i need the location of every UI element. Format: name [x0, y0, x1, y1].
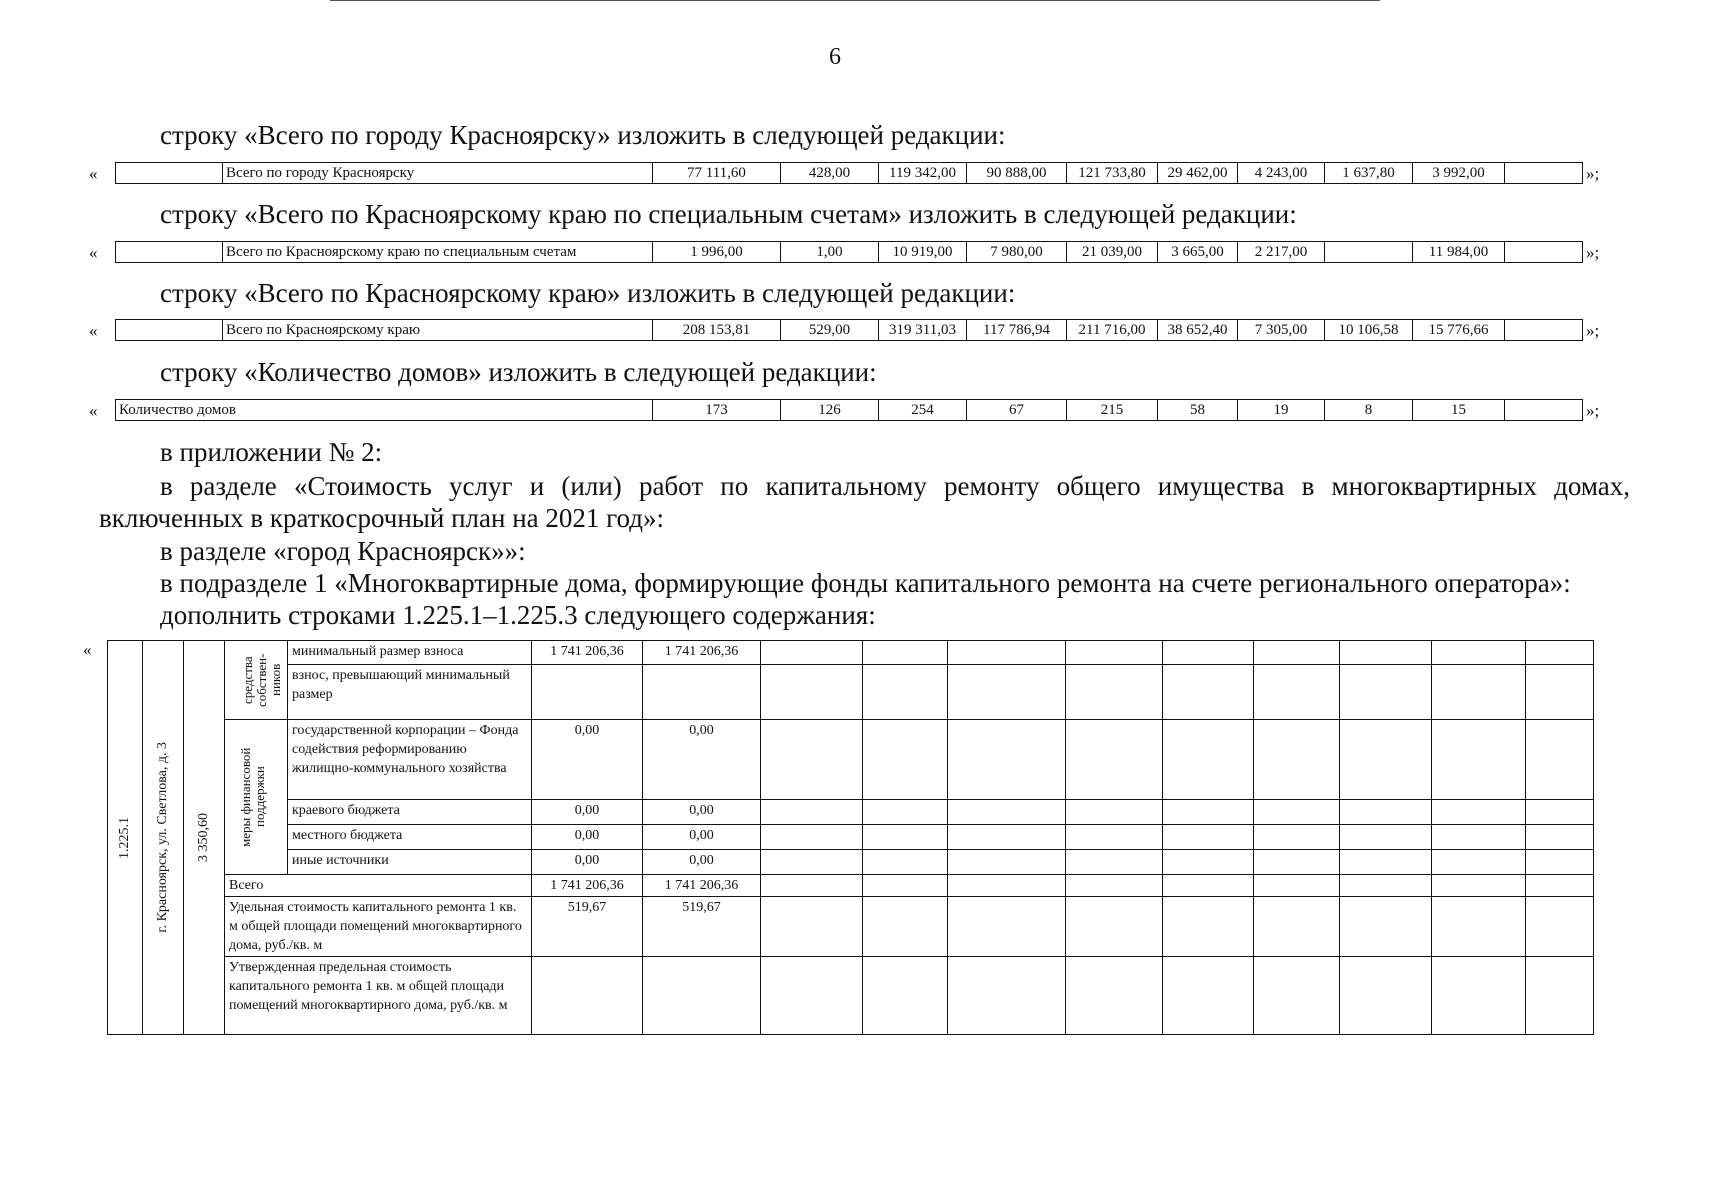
row-special-accounts: [115, 241, 1583, 263]
empty-cell: [761, 957, 863, 1035]
value-cell: 428,00: [781, 163, 879, 184]
unit-cost-label-cell: Удельная стоимость капитального ремонта 1 кв. м общей площади помещений многоквартирного дома, руб./кв. м: [225, 897, 532, 957]
value-cell: [1505, 163, 1583, 184]
value-cell: 8: [1325, 400, 1413, 421]
row-region-total: [115, 319, 1583, 341]
area-cell: [184, 641, 225, 1035]
empty-cell: [1066, 897, 1163, 957]
address: г. Красноярск, ул. Светлова, д. 3: [155, 742, 170, 933]
empty-cell: [863, 825, 948, 850]
empty-cell: [761, 897, 863, 957]
label-cell: краевого бюджета: [288, 800, 532, 825]
label-cell: местного бюджета: [288, 825, 532, 850]
empty-cell: [1254, 897, 1340, 957]
empty-cell: [1163, 850, 1254, 875]
value-cell: 126: [781, 400, 879, 421]
value-cell: 15 776,66: [1413, 320, 1505, 341]
empty-cell: [1526, 800, 1594, 825]
value-cell: 319 311,03: [879, 320, 967, 341]
empty-cell: [948, 641, 1066, 665]
value-cell: 519,67: [532, 897, 643, 957]
empty-cell: [1163, 665, 1254, 720]
blank-cell: [116, 320, 223, 341]
value-cell: 10 106,58: [1325, 320, 1413, 341]
value-cell: 3 665,00: [1158, 242, 1238, 263]
total-label-cell: Всего: [225, 875, 532, 897]
empty-cell: [863, 897, 948, 957]
empty-cell: [1163, 641, 1254, 665]
empty-cell: [1254, 800, 1340, 825]
value-cell: 0,00: [532, 825, 643, 850]
value-cell: 0,00: [532, 850, 643, 875]
empty-cell: [1340, 720, 1432, 800]
row-city-total: [115, 162, 1583, 184]
empty-cell: [1163, 875, 1254, 897]
empty-cell: [1066, 850, 1163, 875]
row-label: Всего по Красноярскому краю: [223, 320, 653, 341]
value-cell: 2 217,00: [1238, 242, 1325, 263]
label-cell: иные источники: [288, 850, 532, 875]
value-cell: 7 980,00: [967, 242, 1067, 263]
empty-cell: [1340, 957, 1432, 1035]
row-label: Количество домов: [116, 400, 653, 421]
empty-cell: [1432, 720, 1526, 800]
value-cell: 529,00: [781, 320, 879, 341]
empty-cell: [761, 641, 863, 665]
empty-cell: [1526, 720, 1594, 800]
value-cell: [643, 665, 761, 720]
empty-cell: [948, 957, 1066, 1035]
quote-open: «: [89, 164, 98, 183]
empty-cell: [863, 875, 948, 897]
empty-cell: [1526, 957, 1594, 1035]
empty-cell: [1340, 641, 1432, 665]
value-cell: 0,00: [532, 720, 643, 800]
empty-cell: [1340, 665, 1432, 720]
empty-cell: [1066, 665, 1163, 720]
empty-cell: [1526, 641, 1594, 665]
empty-cell: [1340, 897, 1432, 957]
empty-cell: [948, 875, 1066, 897]
empty-cell: [948, 665, 1066, 720]
value-cell: 15: [1413, 400, 1505, 421]
empty-cell: [863, 957, 948, 1035]
empty-cell: [1066, 641, 1163, 665]
empty-cell: [863, 641, 948, 665]
empty-cell: [1432, 957, 1526, 1035]
empty-cell: [1432, 665, 1526, 720]
empty-cell: [761, 825, 863, 850]
section-intro-city-total: строку «Всего по городу Красноярску» изложить в следующей редакции:: [160, 120, 1006, 150]
row-house-count: [115, 399, 1583, 421]
value-cell: [532, 957, 643, 1035]
value-cell: 3 992,00: [1413, 163, 1505, 184]
value-cell: [1325, 242, 1413, 263]
value-cell: 21 039,00: [1067, 242, 1158, 263]
quote-open: «: [83, 640, 92, 659]
empty-cell: [1254, 720, 1340, 800]
empty-cell: [948, 850, 1066, 875]
support-group-label: меры финансовой поддержки: [238, 747, 267, 847]
label-cell: взнос, превышающий минимальный размер: [288, 665, 532, 720]
value-cell: 0,00: [643, 800, 761, 825]
empty-cell: [1163, 800, 1254, 825]
empty-cell: [1432, 800, 1526, 825]
value-cell: 211 716,00: [1067, 320, 1158, 341]
empty-cell: [1254, 665, 1340, 720]
value-cell: 1,00: [781, 242, 879, 263]
value-cell: 7 305,00: [1238, 320, 1325, 341]
quote-close: »;: [1586, 401, 1600, 420]
quote-open: «: [89, 321, 98, 340]
section-cost-line-cont: включенных в краткосрочный план на 2021 год»:: [99, 503, 665, 533]
value-cell: 0,00: [643, 850, 761, 875]
label-cell: государственной корпорации – Фонда содействия реформированию жилищно-коммунального хозяйства: [288, 720, 532, 800]
empty-cell: [761, 850, 863, 875]
row-number: 1.225.1: [117, 816, 132, 859]
empty-cell: [1066, 825, 1163, 850]
empty-cell: [1526, 850, 1594, 875]
value-cell: 1 741 206,36: [643, 641, 761, 665]
empty-cell: [1340, 875, 1432, 897]
value-cell: 208 153,81: [653, 320, 781, 341]
empty-cell: [761, 665, 863, 720]
empty-cell: [1526, 825, 1594, 850]
empty-cell: [863, 665, 948, 720]
address-cell: [143, 641, 184, 1035]
empty-cell: [948, 800, 1066, 825]
quote-close: »;: [1586, 321, 1600, 340]
value-cell: 0,00: [532, 800, 643, 825]
value-cell: 1 741 206,36: [532, 875, 643, 897]
support-group-cell: [225, 720, 288, 875]
value-cell: 0,00: [643, 825, 761, 850]
quote-close: »;: [1586, 243, 1600, 262]
empty-cell: [1432, 897, 1526, 957]
value-cell: 519,67: [643, 897, 761, 957]
max-cost-label-cell: Утвержденная предельная стоимость капитального ремонта 1 кв. м общей площади помещений многоквартирного дома, руб./кв. м: [225, 957, 532, 1035]
value-cell: 58: [1158, 400, 1238, 421]
blank-cell: [116, 242, 223, 263]
value-cell: 254: [879, 400, 967, 421]
empty-cell: [863, 800, 948, 825]
row-number-cell: [108, 641, 143, 1035]
value-cell: 77 111,60: [653, 163, 781, 184]
empty-cell: [948, 720, 1066, 800]
empty-cell: [863, 850, 948, 875]
value-cell: 1 996,00: [653, 242, 781, 263]
value-cell: 67: [967, 400, 1067, 421]
empty-cell: [1254, 825, 1340, 850]
empty-cell: [1526, 875, 1594, 897]
empty-cell: [1163, 720, 1254, 800]
empty-cell: [1163, 897, 1254, 957]
value-cell: 121 733,80: [1067, 163, 1158, 184]
value-cell: [1505, 400, 1583, 421]
section-intro-house-count: строку «Количество домов» изложить в следующей редакции:: [160, 357, 877, 387]
value-cell: 10 919,00: [879, 242, 967, 263]
appendix-heading: в приложении № 2:: [160, 437, 383, 467]
row-label: Всего по Красноярскому краю по специальным счетам: [223, 242, 653, 263]
value-cell: 215: [1067, 400, 1158, 421]
value-cell: 11 984,00: [1413, 242, 1505, 263]
value-cell: [643, 957, 761, 1035]
section-intro-special-accounts: строку «Всего по Красноярскому краю по специальным счетам» изложить в следующей редакции:: [160, 199, 1297, 229]
empty-cell: [948, 825, 1066, 850]
section-cost-line: в разделе «Стоимость услуг и (или) работ по капитальному ремонту общего имущества в многоквартирных домах,: [160, 471, 1630, 501]
page-number: 6: [829, 44, 841, 70]
empty-cell: [1254, 850, 1340, 875]
empty-cell: [1254, 641, 1340, 665]
row-label: Всего по городу Красноярску: [223, 163, 653, 184]
value-cell: 117 786,94: [967, 320, 1067, 341]
empty-cell: [1254, 957, 1340, 1035]
empty-cell: [1432, 850, 1526, 875]
value-cell: [1505, 242, 1583, 263]
empty-cell: [1340, 850, 1432, 875]
value-cell: 0,00: [643, 720, 761, 800]
value-cell: [532, 665, 643, 720]
empty-cell: [1066, 875, 1163, 897]
empty-cell: [1163, 825, 1254, 850]
value-cell: 1 637,80: [1325, 163, 1413, 184]
empty-cell: [1066, 957, 1163, 1035]
value-cell: 1 741 206,36: [532, 641, 643, 665]
section-city-line: в разделе «город Красноярск»»:: [160, 536, 526, 566]
area: 3 350,60: [196, 813, 211, 862]
empty-cell: [1163, 957, 1254, 1035]
empty-cell: [1526, 897, 1594, 957]
empty-cell: [1340, 800, 1432, 825]
value-cell: 90 888,00: [967, 163, 1067, 184]
quote-open: «: [89, 401, 98, 420]
empty-cell: [761, 875, 863, 897]
empty-cell: [761, 720, 863, 800]
value-cell: 119 342,00: [879, 163, 967, 184]
empty-cell: [1432, 825, 1526, 850]
empty-cell: [761, 800, 863, 825]
top-border-line: [330, 0, 1380, 1]
blank-cell: [116, 163, 223, 184]
empty-cell: [1066, 800, 1163, 825]
empty-cell: [1432, 641, 1526, 665]
empty-cell: [1254, 875, 1340, 897]
supplement-line: дополнить строками 1.225.1–1.225.3 следующего содержания:: [160, 600, 876, 630]
value-cell: 1 741 206,36: [643, 875, 761, 897]
section-intro-region-total: строку «Всего по Красноярскому краю» изложить в следующей редакции:: [160, 278, 1016, 308]
value-cell: [1505, 320, 1583, 341]
empty-cell: [948, 897, 1066, 957]
label-cell: минимальный размер взноса: [288, 641, 532, 665]
value-cell: 29 462,00: [1158, 163, 1238, 184]
quote-close: »;: [1586, 164, 1600, 183]
value-cell: 4 243,00: [1238, 163, 1325, 184]
empty-cell: [1526, 665, 1594, 720]
owners-group-cell: [225, 641, 288, 720]
subsection-line: в подразделе 1 «Многоквартирные дома, формирующие фонды капитального ремонта на счете регионального оператора»:: [160, 568, 1571, 598]
quote-open: «: [89, 243, 98, 262]
owners-group-label: средства собствен-ников: [240, 653, 283, 707]
empty-cell: [863, 720, 948, 800]
value-cell: 38 652,40: [1158, 320, 1238, 341]
empty-cell: [1432, 875, 1526, 897]
cost-table-1-225-1: [107, 640, 1594, 1035]
empty-cell: [1340, 825, 1432, 850]
value-cell: 173: [653, 400, 781, 421]
value-cell: 19: [1238, 400, 1325, 421]
empty-cell: [1066, 720, 1163, 800]
